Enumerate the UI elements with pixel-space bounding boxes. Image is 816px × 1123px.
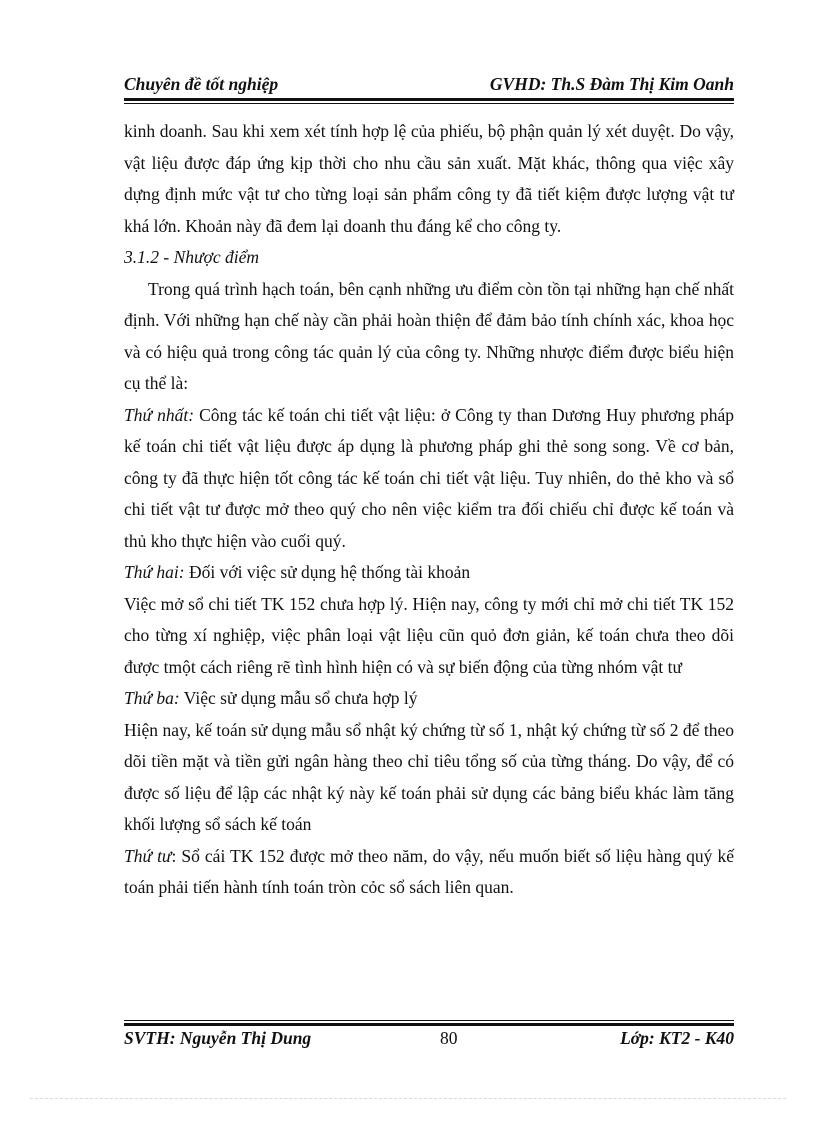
page-header [124,74,734,98]
header-title: Chuyên đề tốt nghiệp [124,74,279,94]
footer-rule-thin [124,1020,734,1021]
paragraph: Hiện nay, kế toán sử dụng mẫu sổ nhật ký chứng từ số 1, nhật ký chứng từ số 2 để theo dõi tiền mặt và tiền gửi ngân hàng theo chỉ tiêu tổng số của từng tháng. Do vậy, để có được số liệu để lập các nhật ký này kế toán phải sử dụng các bảng biểu khác làm tăng khối lượng sổ sách kế toán [124,719,734,834]
list-item [124,557,734,589]
item-text: : Sổ cái TK 152 được mở theo năm, do vậy, nếu muốn biết số liệu hàng quý kế toán phải tiến hành tính toán tròn cỏc sổ sách liên quan. [124,845,734,897]
page-body [124,116,734,904]
page-number: 80 [440,1028,458,1048]
header-rule-thick [124,98,734,101]
header-rule-thin [124,103,734,104]
item-label: Thứ hai: [124,562,185,582]
item-label: Thứ nhất: [124,404,195,425]
item-text: Việc sử dụng mẫu sổ chưa hợp lý [179,688,418,708]
footer-rule-thick [124,1023,734,1026]
paragraph: Việc mở sổ chi tiết TK 152 chưa hợp lý. Hiện nay, công ty mới chỉ mở chi tiết TK 152 cho từng xí nghiệp, việc phân loại vật liệu cũn quỏ đơn giản, kế toán chưa theo dõi được tmột cách riêng rẽ tình hình hiện có và sự biến động của từng nhóm vật tư [124,593,734,677]
page-footer [124,1028,734,1052]
item-text: Công tác kế toán chi tiết vật liệu: ở Công ty than Dương Huy phương pháp kế toán chi tiết vật liệu được áp dụng là phương pháp ghi thẻ song song. Về cơ bản, công ty đã thực hiện tốt công tác kế toán chi tiết vật liệu. Tuy nhiên, do thẻ kho và sổ chi tiết vật tư được mở theo quý cho nên việc kiểm tra đối chiếu chỉ được kế toán và thủ kho thực hiện vào cuối quý. [124,404,735,551]
list-item [124,683,734,715]
footer-class: Lớp: KT2 - K40 [620,1028,734,1048]
list-item [124,400,734,558]
header-supervisor: GVHD: Th.S Đàm Thị Kim Oanh [489,74,734,94]
section-subheading: 3.1.2 - Nhược điểm [124,247,260,267]
item-label: Thứ tư [124,845,172,866]
page-edge-divider [30,1098,786,1099]
footer-student: SVTH: Nguyễn Thị Dung [124,1028,312,1048]
item-text: Đối với việc sử dụng hệ thống tài khoản [184,562,471,582]
list-item [124,841,734,904]
item-label: Thứ ba: [124,688,180,708]
paragraph: kinh doanh. Sau khi xem xét tính hợp lệ của phiếu, bộ phận quản lý xét duyệt. Do vậy, vật liệu được đáp ứng kịp thời cho nhu cầu sản xuất. Mặt khác, thông qua việc xây dựng định mức vật tư cho từng loại sản phẩm công ty đã tiết kiệm được lượng vật tư khá lớn. Khoản này đã đem lại doanh thu đáng kể cho công ty. [124,121,734,236]
paragraph: Trong quá trình hạch toán, bên cạnh những ưu điểm còn tồn tại những hạn chế nhất định. Với những hạn chế này cần phải hoàn thiện để đảm bảo tính chính xác, khoa học và có hiệu quả trong công tác quản lý của công ty. Những nhược điểm được biểu hiện cụ thể là: [124,278,734,393]
